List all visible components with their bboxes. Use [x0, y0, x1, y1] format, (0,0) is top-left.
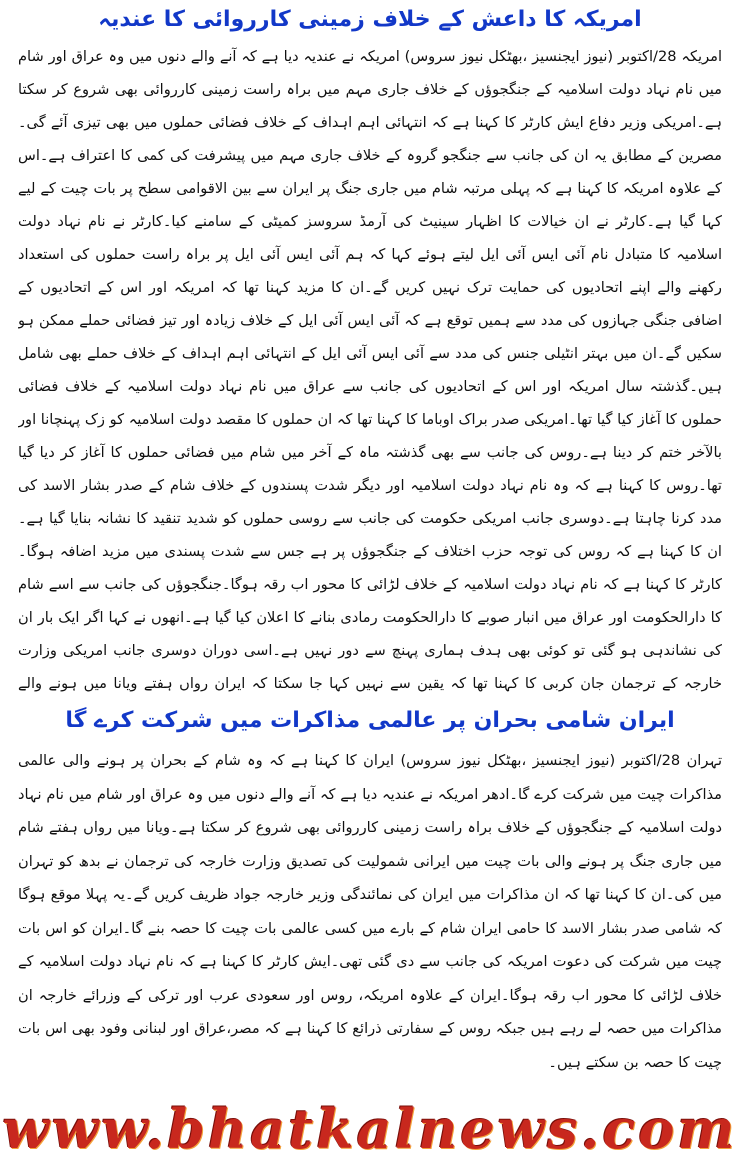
article-iran-talks-body: تہران 28/اکتوبر (نیوز ایجنسیز ،بھٹکل نیوز سروس) ایران کا کہنا ہے کہ وہ شام کے بحران پر ہونے والی عالمی مذاکرات چیت میں شرکت کرے گا۔ادھر امریکہ نے عندیہ دیا ہے کہ آنے والے دنوں میں وہ عراق اور شام میں نام نہاد دولت اسلامیہ کے جنگجوؤں کے خلاف براہ راست زمینی کارروائی بھی شروع کر سکتا ہے۔ویانا میں رواں ہفتے شام میں جاری جنگ پر ہونے والی بات چیت میں ایرانی شمولیت کی تصدیق وزارت خارجہ کی ترجمان نے بدھ کو تہران میں کی۔ان کا کہنا تھا کہ ان مذاکرات میں ایران کی نمائندگی وزیر خارجہ جواد ظریف کریں گے۔یہ پہلا موقع ہوگا کہ شامی صدر بشار الاسد کا حامی ایران شام کے بارے میں کسی عالمی بات چیت کا حصہ بنے گا۔ایران کو اس بات چیت میں شرکت کی دعوت امریکہ کی جانب سے دی گئی تھی۔ایش کارٹر کا کہنا ہے کہ نام نہاد دولت اسلامیہ کے خلاف لڑائی کا محور اب رقہ ہوگا۔ایران کے علاوہ امریکہ، روس اور سعودی عرب اور ترکی کے وزرائے خارجہ ان مذاکرات میں حصہ لے رہے ہیں جبکہ روس کے سفارتی ذرائع کا کہنا ہے کہ مصر،عراق اور لبنانی وفود بھی اس بات چیت کا حصہ بن سکتے ہیں۔: [18, 752, 722, 1071]
article-us-ground-operation-body: امریکہ 28/اکتوبر (نیوز ایجنسیز ،بھٹکل نیوز سروس) امریکہ نے عندیہ دیا ہے کہ آنے والے دنوں میں وہ عراق اور شام میں نام نہاد دولت اسلامیہ کے جنگجوؤں کے خلاف جاری مہم میں براہ راست زمینی کارروائی بھی شروع کر سکتا ہے۔امریکی وزیر دفاع ایش کارٹر کا کہنا ہے کہ انتہائی اہم اہداف کے خلاف فضائی حملوں میں بھی تیزی آئے گی۔مصرین کے مطابق یہ ان کی جانب سے جنگجو گروہ کے خلاف جاری مہم میں پیشرفت کی کمی کا اعتراف ہے۔اس کے علاوہ امریکہ کا کہنا ہے کہ پہلی مرتبہ شام میں جاری جنگ پر ایران سے بین الاقوامی سطح پر بات چیت کے لیے کہا گیا ہے۔کارٹر نے ان خیالات کا اظہار سینیٹ کی آرمڈ سروسز کمیٹی کے سامنے کیا۔کارٹر نے نام نہاد دولت اسلامیہ کا متبادل نام آئی ایس آئی ایل لیتے ہوئے کہا کہ ہم آئی ایس آئی ایل پر براہ راست حملوں کی استعداد رکھنے والے اپنے اتحادیوں کی حمایت ترک نہیں کریں گے۔ان کا مزید کہنا تھا کہ امریکہ اور اس کے اتحادیوں کے اضافی جنگی جہازوں کی مدد سے ہمیں توقع ہے کہ آئی ایس آئی ایل کے خلاف زیادہ اور تیز فضائی حملے ممکن ہو سکیں گے۔ان میں بہتر انٹیلی جنس کی مدد سے آئی ایس آئی ایل کے انتہائی اہم اہداف کے خلاف حملے بھی شامل ہیں۔گذشتہ سال امریکہ اور اس کے اتحادیوں کی جانب سے عراق میں نام نہاد دولت اسلامیہ کے خلاف فضائی حملوں کا آغاز کیا گیا تھا۔امریکی صدر براک اوباما کا کہنا تھا کہ ان حملوں کا مقصد دولت اسلامیہ کو زک پہنچانا اور بالآخر ختم کر دینا ہے۔روس کی جانب سے بھی گذشتہ ماہ کے آخر میں شام میں فضائی حملوں کا آغاز کر دیا گیا تھا۔روس کا کہنا ہے کہ وہ نام نہاد دولت اسلامیہ اور دیگر شدت پسندوں کے خلاف شام کے صدر بشار الاسد کی مدد کرنا چاہتا ہے۔دوسری جانب امریکی حکومت کی جانب سے روسی حملوں کو شدید تنقید کا نشانہ بنایا گیا ہے۔ان کا کہنا ہے کہ روس کی توجہ حزب اختلاف کے جنگجوؤں پر ہے جس سے شدت پسندی میں مزید اضافہ ہوگا۔کارٹر کا کہنا ہے کہ نام نہاد دولت اسلامیہ کے خلاف لڑائی کا محور اب رقہ ہوگا۔جنگجوؤں کی جانب سے اسے شام کا دارالحکومت اور عراق میں انبار صوبے کا دارالحکومت رمادی بنانے کا اعلان کیا گیا ہے۔انھوں نے کہا اگر ایک بار ان کی نشاندہی ہو گئی تو کوئی بھی ہدف ہماری پہنچ سے دور نہیں ہے۔اسی دوران دوسری جانب امریکی وزارت خارجہ کے ترجمان جان کربی کا کہنا تھا کہ یقین سے نہیں کہا جا سکتا کہ ایران رواں ہفتے ویانا میں ہونے والے: [18, 48, 722, 692]
headline-iran-talks: ایران شامی بحران پر عالمی مذاکرات میں شرکت کرے گا: [65, 708, 675, 733]
headline-us-ground-operation: امریکہ کا داعش کے خلاف زمینی کارروائی کا عندیہ: [98, 7, 642, 32]
website-banner: www.bhatkalnews.com: [2, 1098, 738, 1160]
